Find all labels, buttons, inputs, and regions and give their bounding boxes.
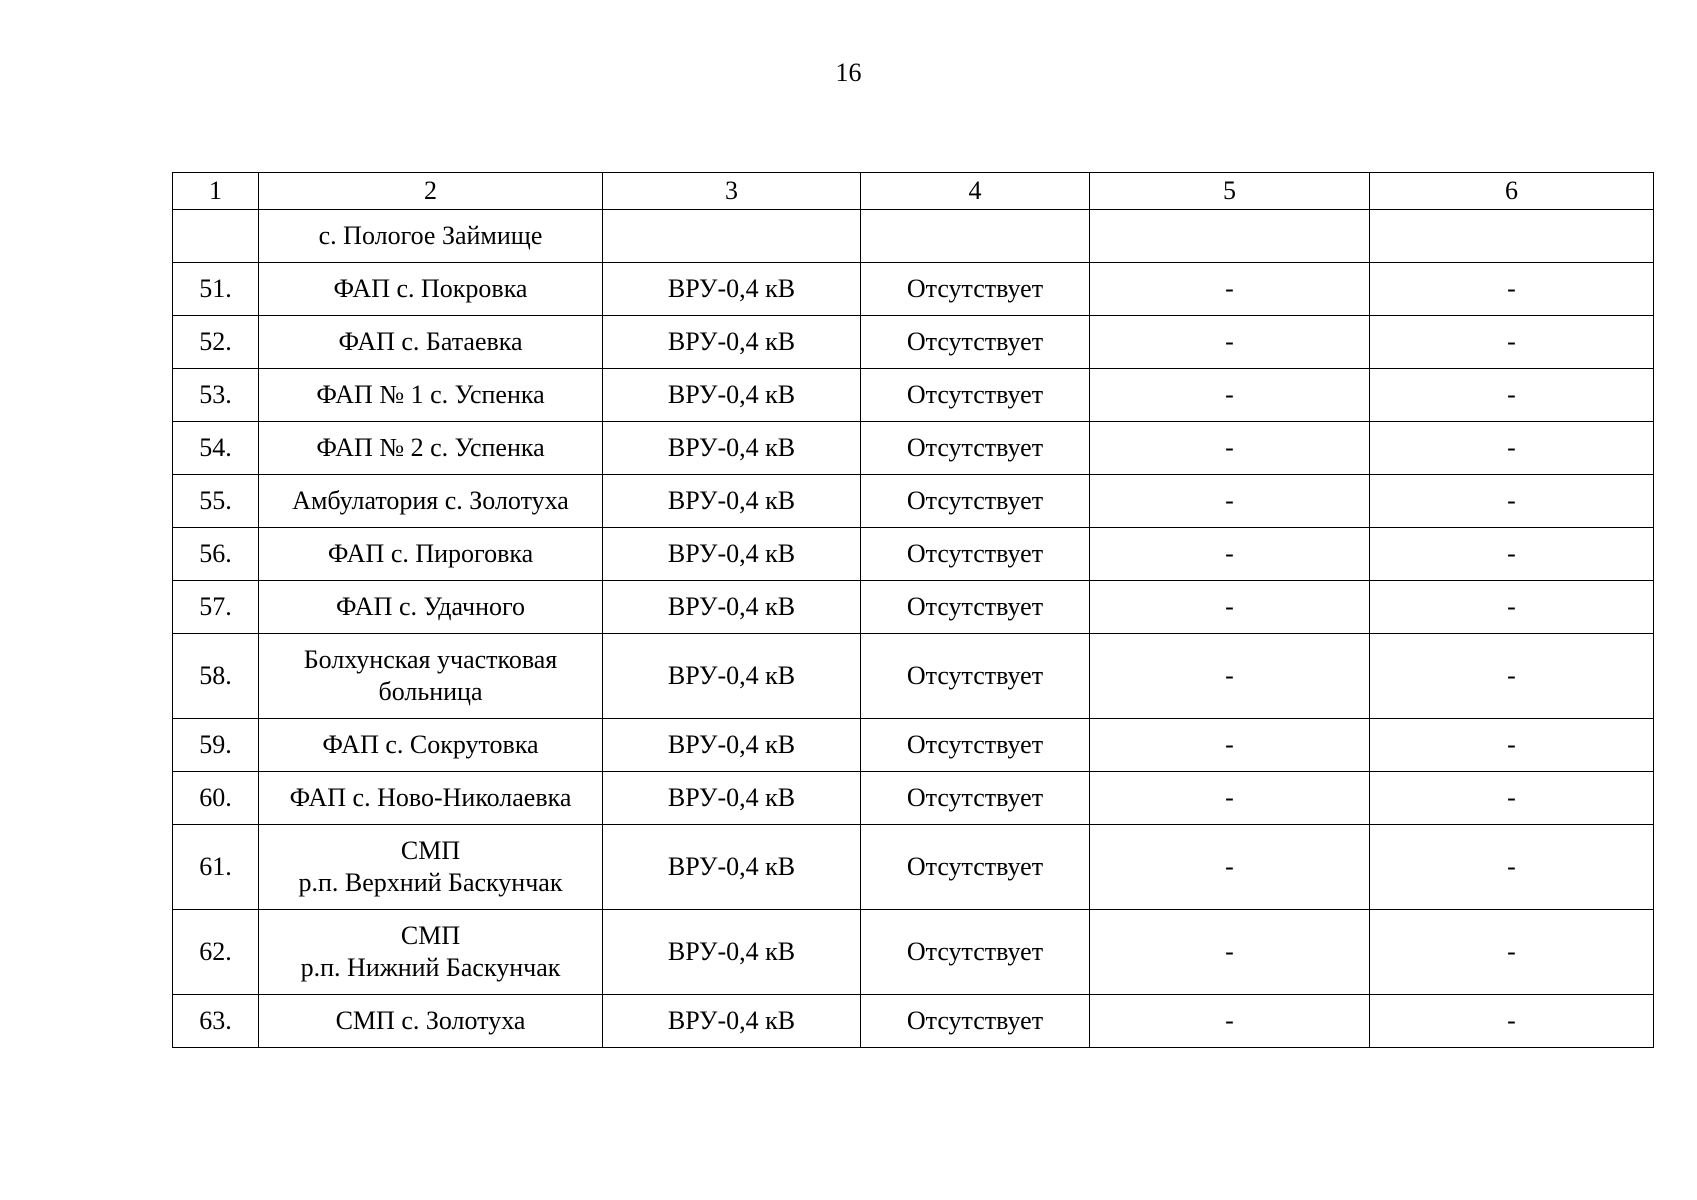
status-cell: Отсутствует [861,825,1090,910]
facility-name-line: СМП [400,836,461,865]
row-number-cell: 52. [173,316,259,369]
facility-name-line: ФАП № 2 с. Успенка [316,433,545,462]
facility-name-cell [259,825,603,910]
equipment-cell: ВРУ-0,4 кВ [603,369,861,422]
status-cell: Отсутствует [861,369,1090,422]
column-number-cell: 5 [1090,173,1370,210]
column-6-cell: - [1370,369,1654,422]
facility-name-cell [259,369,603,422]
facility-name-cell [259,528,603,581]
column-5-cell: - [1090,995,1370,1048]
column-6-cell: - [1370,910,1654,995]
column-5-cell: - [1090,719,1370,772]
facility-name-line: ФАП с. Покровка [333,274,528,303]
facility-name-line: ФАП с. Удачного [336,592,525,621]
equipment-cell [603,210,861,263]
table-row [173,475,1654,528]
table-row [173,634,1654,719]
column-5-cell: - [1090,316,1370,369]
row-number-cell: 57. [173,581,259,634]
row-number-cell: 54. [173,422,259,475]
column-number-cell: 6 [1370,173,1654,210]
equipment-cell: ВРУ-0,4 кВ [603,995,861,1048]
facility-name-line: ФАП № 1 с. Успенка [316,380,545,409]
facility-name-line: Амбулатория с. Золотуха [292,486,569,515]
status-cell: Отсутствует [861,475,1090,528]
facility-name-line: р.п. Нижний Баскунчак [300,953,561,982]
facility-name-cell [259,263,603,316]
status-cell: Отсутствует [861,995,1090,1048]
column-5-cell: - [1090,475,1370,528]
facility-name-cell [259,719,603,772]
table-row [173,263,1654,316]
facility-name-cell [259,995,603,1048]
column-6-cell: - [1370,581,1654,634]
column-number-cell: 4 [861,173,1090,210]
column-6-cell: - [1370,719,1654,772]
equipment-cell: ВРУ-0,4 кВ [603,422,861,475]
facility-name-cell [259,475,603,528]
row-number-cell: 63. [173,995,259,1048]
status-cell: Отсутствует [861,422,1090,475]
table-row [173,910,1654,995]
table-body [173,173,1654,1048]
table-row [173,719,1654,772]
row-number-cell: 51. [173,263,259,316]
page-number: 16 [835,58,862,87]
column-6-cell [1370,210,1654,263]
equipment-cell: ВРУ-0,4 кВ [603,316,861,369]
table-row [173,210,1654,263]
row-number-cell: 55. [173,475,259,528]
facility-name-line: р.п. Верхний Баскунчак [298,868,563,897]
table-row [173,772,1654,825]
table-row [173,995,1654,1048]
equipment-cell: ВРУ-0,4 кВ [603,475,861,528]
column-6-cell: - [1370,263,1654,316]
equipment-cell: ВРУ-0,4 кВ [603,772,861,825]
column-5-cell: - [1090,772,1370,825]
table-row [173,825,1654,910]
facility-name-cell [259,316,603,369]
equipment-cell: ВРУ-0,4 кВ [603,581,861,634]
equipment-cell: ВРУ-0,4 кВ [603,719,861,772]
column-5-cell: - [1090,263,1370,316]
column-6-cell: - [1370,316,1654,369]
status-cell: Отсутствует [861,263,1090,316]
row-number-cell: 59. [173,719,259,772]
facility-name-line: ФАП с. Ново-Николаевка [289,783,572,812]
data-table [172,172,1654,1048]
column-5-cell: - [1090,422,1370,475]
facility-name-cell [259,581,603,634]
column-5-cell: - [1090,369,1370,422]
row-number-cell: 56. [173,528,259,581]
facility-name-line: СМП [400,921,461,950]
facility-name-line: с. Пологое Займище [318,221,543,250]
column-5-cell: - [1090,825,1370,910]
facility-name-line: ФАП с. Батаевка [338,327,523,356]
row-number-cell: 61. [173,825,259,910]
row-number-cell: 53. [173,369,259,422]
status-cell: Отсутствует [861,528,1090,581]
equipment-cell: ВРУ-0,4 кВ [603,910,861,995]
facility-name-line: Болхунская участковая [303,645,558,674]
status-cell: Отсутствует [861,772,1090,825]
row-number-cell: 58. [173,634,259,719]
facility-name-line: больница [378,677,483,706]
equipment-cell: ВРУ-0,4 кВ [603,528,861,581]
row-number-cell: 60. [173,772,259,825]
row-number-cell [173,210,259,263]
status-cell: Отсутствует [861,634,1090,719]
table-row [173,528,1654,581]
column-6-cell: - [1370,634,1654,719]
status-cell: Отсутствует [861,581,1090,634]
column-6-cell: - [1370,995,1654,1048]
column-number-cell: 1 [173,173,259,210]
table-row [173,369,1654,422]
table-row [173,316,1654,369]
column-number-cell: 3 [603,173,861,210]
column-number-row [173,173,1654,210]
column-5-cell: - [1090,634,1370,719]
status-cell: Отсутствует [861,316,1090,369]
status-cell: Отсутствует [861,719,1090,772]
equipment-cell: ВРУ-0,4 кВ [603,825,861,910]
column-6-cell: - [1370,528,1654,581]
row-number-cell: 62. [173,910,259,995]
column-5-cell: - [1090,581,1370,634]
facility-name-cell [259,634,603,719]
facility-name-line: СМП с. Золотуха [335,1006,526,1035]
facility-name-cell [259,422,603,475]
equipment-cell: ВРУ-0,4 кВ [603,634,861,719]
table-row [173,581,1654,634]
facility-name-cell [259,210,603,263]
facility-name-line: ФАП с. Сокрутовка [322,730,539,759]
facility-name-line: ФАП с. Пироговка [327,539,534,568]
status-cell: Отсутствует [861,910,1090,995]
column-5-cell: - [1090,910,1370,995]
equipment-cell: ВРУ-0,4 кВ [603,263,861,316]
status-cell [861,210,1090,263]
facility-name-cell [259,910,603,995]
column-6-cell: - [1370,772,1654,825]
column-5-cell: - [1090,528,1370,581]
column-6-cell: - [1370,422,1654,475]
column-6-cell: - [1370,475,1654,528]
column-5-cell [1090,210,1370,263]
table-row [173,422,1654,475]
column-number-cell: 2 [259,173,603,210]
facility-name-cell [259,772,603,825]
column-6-cell: - [1370,825,1654,910]
